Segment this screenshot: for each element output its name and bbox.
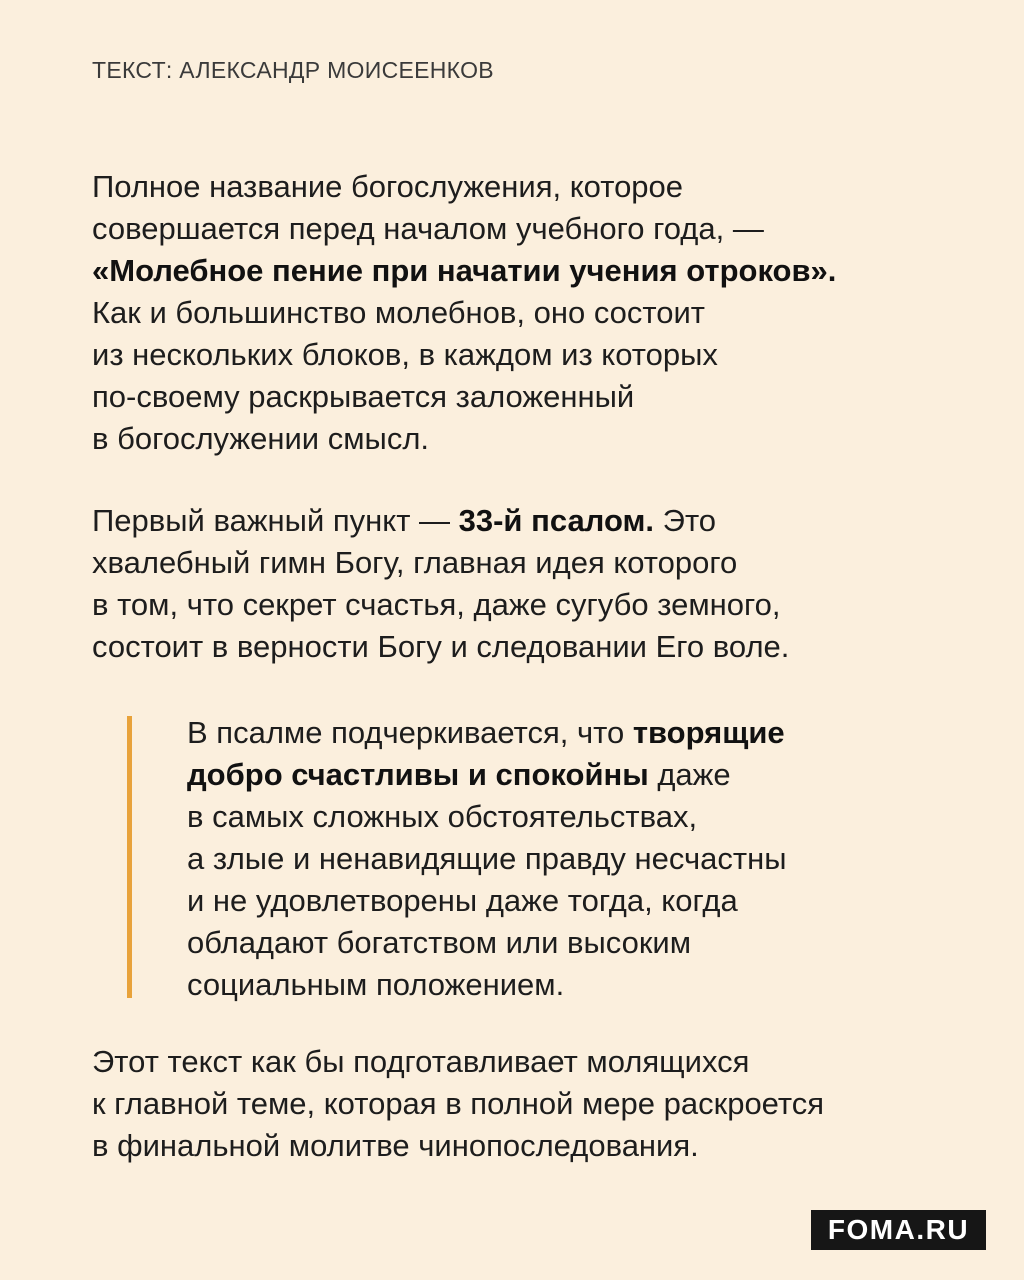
bold-line xyxy=(92,250,836,292)
quote-accent-bar xyxy=(127,716,132,998)
closing-paragraph xyxy=(92,1041,824,1167)
service-title: «Молебное пение при начатии учения отроков». xyxy=(92,253,837,288)
text-line: по-своему раскрывается заложенный xyxy=(92,379,635,414)
text-line: в самых сложных обстоятельствах, xyxy=(187,799,698,834)
text-line: Этот текст как бы подготавливает молящихся xyxy=(92,1044,750,1079)
psalm-paragraph xyxy=(92,500,789,668)
text-line: в финальной молитве чинопоследования. xyxy=(92,1128,699,1163)
quote-highlight: добро счастливы и спокойны xyxy=(187,757,649,792)
text-segment: Первый важный пункт — xyxy=(92,503,459,538)
text-line: в том, что секрет счастья, даже сугубо земного, xyxy=(92,587,781,622)
text-line: Полное название богослужения, которое xyxy=(92,169,684,204)
text-line: состоит в верности Богу и следовании Его воле. xyxy=(92,629,790,664)
text-segment: В псалме подчеркивается, что xyxy=(187,715,633,750)
intro-paragraph xyxy=(92,166,836,460)
text-line xyxy=(92,500,789,542)
text-line: Как и большинство молебнов, оно состоит xyxy=(92,295,706,330)
psalm-highlight: 33-й псалом. xyxy=(458,503,655,538)
foma-logo: FOMA.RU xyxy=(811,1210,986,1250)
text-segment: даже xyxy=(648,757,731,792)
text-line: из нескольких блоков, в каждом из которых xyxy=(92,337,718,372)
text-line: к главной теме, которая в полной мере раскроется xyxy=(92,1086,825,1121)
text-line xyxy=(187,712,787,754)
text-line: хвалебный гимн Богу, главная идея которого xyxy=(92,545,738,580)
quote-highlight: творящие xyxy=(632,715,785,750)
text-line: совершается перед началом учебного года, — xyxy=(92,211,764,246)
text-line: а злые и ненавидящие правду несчастны xyxy=(187,841,787,876)
text-line: обладают богатством или высоким xyxy=(187,925,692,960)
text-line xyxy=(187,754,787,796)
author-byline: ТЕКСТ: АЛЕКСАНДР МОИСЕЕНКОВ xyxy=(92,57,494,83)
text-line: в богослужении смысл. xyxy=(92,421,430,456)
text-line: социальным положением. xyxy=(187,967,565,1002)
text-line: и не удовлетворены даже тогда, когда xyxy=(187,883,738,918)
blockquote xyxy=(187,712,787,1006)
text-segment: Это xyxy=(654,503,717,538)
